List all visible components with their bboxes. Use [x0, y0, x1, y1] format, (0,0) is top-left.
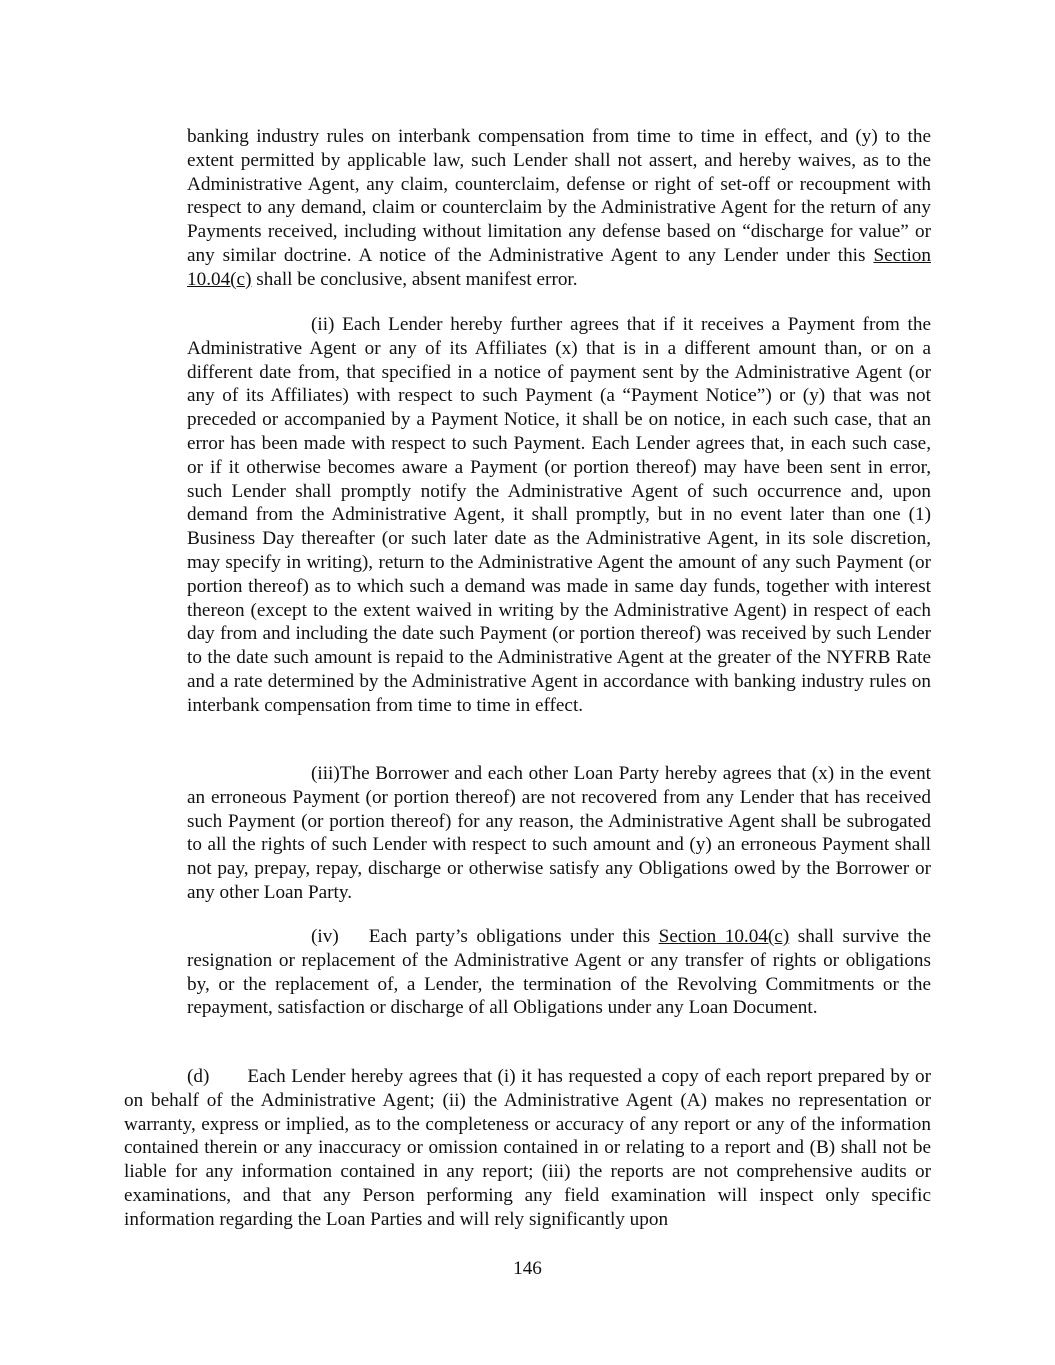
paragraph-text: Each party’s obligations under this — [368, 926, 659, 947]
paragraph-ii — [187, 313, 931, 718]
paragraph-text: Each Lender hereby agrees that (i) it has requested a copy of each report prepared by or on behalf of the Administrative Agent; (ii) the Administrative Agent (A) makes no representation or warranty, express or implied, as to the completeness or accuracy of any report or any of the information contained therein or any inaccuracy or omission contained in or relating to a report and (B) shall not be liable for any information contained in any report; (iii) the reports are not comprehensive audits or examinations, and that any Person performing any field examination will inspect only specific information regarding the Loan Parties and will rely significantly upon — [124, 1066, 931, 1230]
paragraph-iv — [187, 925, 931, 1020]
page-number: 146 — [513, 1258, 542, 1279]
paragraph-text: banking industry rules on interbank compensation from time to time in effect, and (y) to the extent permitted by applicable law, such Lender shall not assert, and hereby waives, as to the Administrative Agent, any claim, counterclaim, defense or right of set-off or recoupment with respect to any demand, claim or counterclaim by the Administrative Agent for the return of any Payments received, including without limitation any defense based on “discharge for value” or any similar doctrine. A notice of the Administrative Agent to any Lender under this — [187, 126, 931, 266]
paragraph-text: (iii)The Borrower and each other Loan Party hereby agrees that (x) in the event an erroneous Payment (or portion thereof) are not recovered from any Lender that has received such Payment (or portion thereof) for any reason, the Administrative Agent shall be subrogated to all the rights of such Lender with respect to such amount and (y) an erroneous Payment shall not pay, prepay, repay, discharge or otherwise satisfy any Obligations owed by the Borrower or any other Loan Party. — [187, 763, 931, 903]
paragraph-label: (d) — [187, 1066, 210, 1087]
section-reference: Section 10.04(c) — [658, 926, 790, 947]
paragraph-text: shall survive the resignation or replacement of the Administrative Agent or any transfer of rights or obligations by, or the replacement of, a Lender, the termination of the Revolving Commitments or the repayment, satisfaction or discharge of all Obligations under any Loan Document. — [187, 926, 931, 1019]
paragraph-iii — [187, 762, 931, 905]
paragraph-label: (iv) — [311, 926, 339, 947]
paragraph-text: (ii) Each Lender hereby further agrees that if it receives a Payment from the Administrative Agent or any of its Affiliates (x) that is in a different amount than, or on a different date from, that specified in a notice of payment sent by the Administrative Agent (or any of its Affiliates) with respect to such Payment (a “Payment Notice”) or (y) that was not preceded or accompanied by a Payment Notice, it shall be on notice, in each such case, that an error has been made with respect to such Payment. Each Lender agrees that, in each such case, or if it otherwise becomes aware a Payment (or portion thereof) may have been sent in error, such Lender shall promptly notify the Administrative Agent of such occurrence and, upon demand from the Administrative Agent, it shall promptly, but in no event later than one (1) Business Day thereafter (or such later date as the Administrative Agent, in its sole discretion, may specify in writing), return to the Administrative Agent the amount of any such Payment (or portion thereof) as to which such a demand was made in same day funds, together with interest thereon (except to the extent waived in writing by the Administrative Agent) in respect of each day from and including the date such Payment (or portion thereof) was received by such Lender to the date such amount is repaid to the Administrative Agent at the greater of the NYFRB Rate and a rate determined by the Administrative Agent in accordance with banking industry rules on interbank compensation from time to time in effect. — [187, 314, 931, 716]
paragraph-text: shall be conclusive, absent manifest error. — [251, 268, 578, 290]
paragraph-d — [124, 1065, 931, 1232]
section-reference: Section 10.04(c) — [187, 244, 931, 290]
paragraph-continuation — [187, 125, 931, 292]
